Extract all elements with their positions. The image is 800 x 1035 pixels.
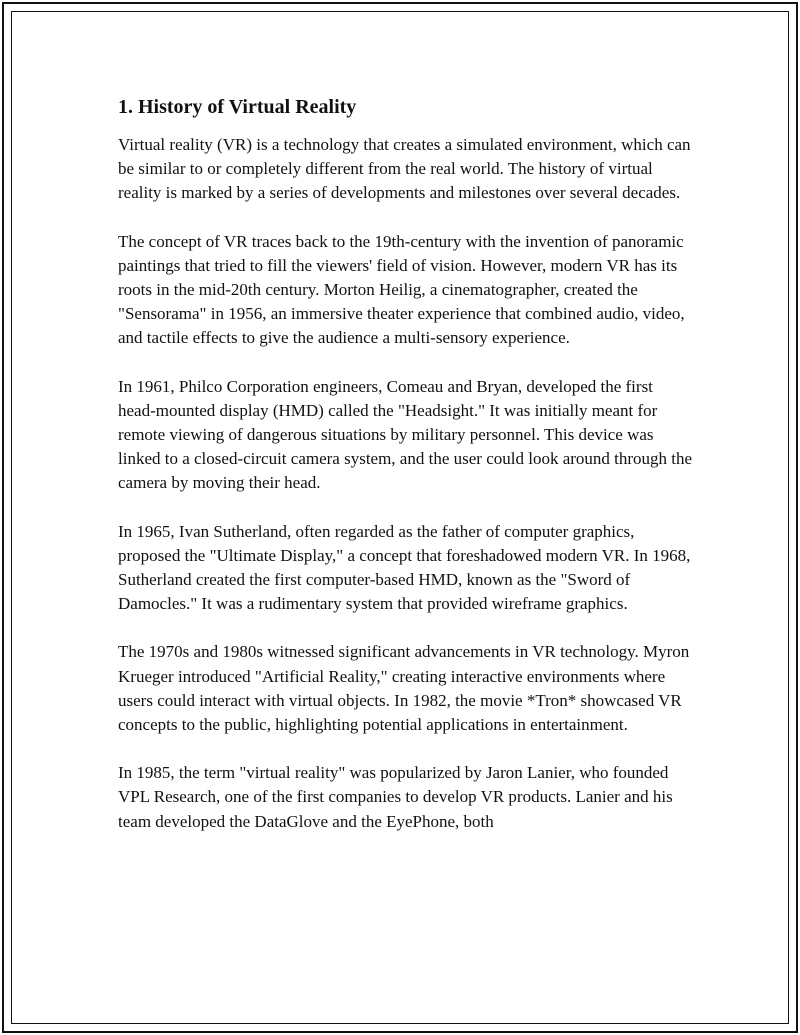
paragraph-lanier: In 1985, the term "virtual reality" was popularized by Jaron Lanier, who founded VPL Research, one of the first companies to develop VR products. Lanier and his team developed the DataGlove and the EyePhone, both — [118, 763, 673, 831]
paragraph-headsight: In 1961, Philco Corporation engineers, Comeau and Bryan, developed the first head-mounted display (HMD) called the "Headsight." It was initially meant for remote viewing of dangerous situations by military personnel. This device was linked to a closed-circuit camera system, and the user could look around through the camera by moving their head. — [118, 376, 693, 493]
paragraph-intro: Virtual reality (VR) is a technology that creates a simulated environment, which can be similar to or completely different from the real world. The history of virtual reality is marked by a series of developments and milestones over several decades. — [118, 135, 691, 203]
paragraph-1970s-1980s: The 1970s and 1980s witnessed significant advancements in VR technology. Myron Krueger introduced "Artificial Reality," creating interactive environments where users could interact with virtual objects. In 1982, the movie *Tron* showcased VR concepts to the public, highlighting potential applications in entertainment. — [118, 642, 690, 735]
section-heading: 1. History of Virtual Reality — [118, 96, 357, 118]
paragraph-origins: The concept of VR traces back to the 19th-century with the invention of panoramic paintings that tried to fill the viewers' field of vision. However, modern VR has its roots in the mid-20th century. Morton Heilig, a cinematographer, created the "Sensorama" in 1956, an immersive theater experience that combined audio, video, and tactile effects to give the audience a multi-sensory experience. — [118, 231, 685, 348]
document-body — [118, 93, 693, 858]
paragraph-sutherland: In 1965, Ivan Sutherland, often regarded as the father of computer graphics, proposed the "Ultimate Display," a concept that foreshadowed modern VR. In 1968, Sutherland created the first computer-based HMD, known as the "Sword of Damocles." It was a rudimentary system that provided wireframe graphics. — [118, 521, 691, 614]
